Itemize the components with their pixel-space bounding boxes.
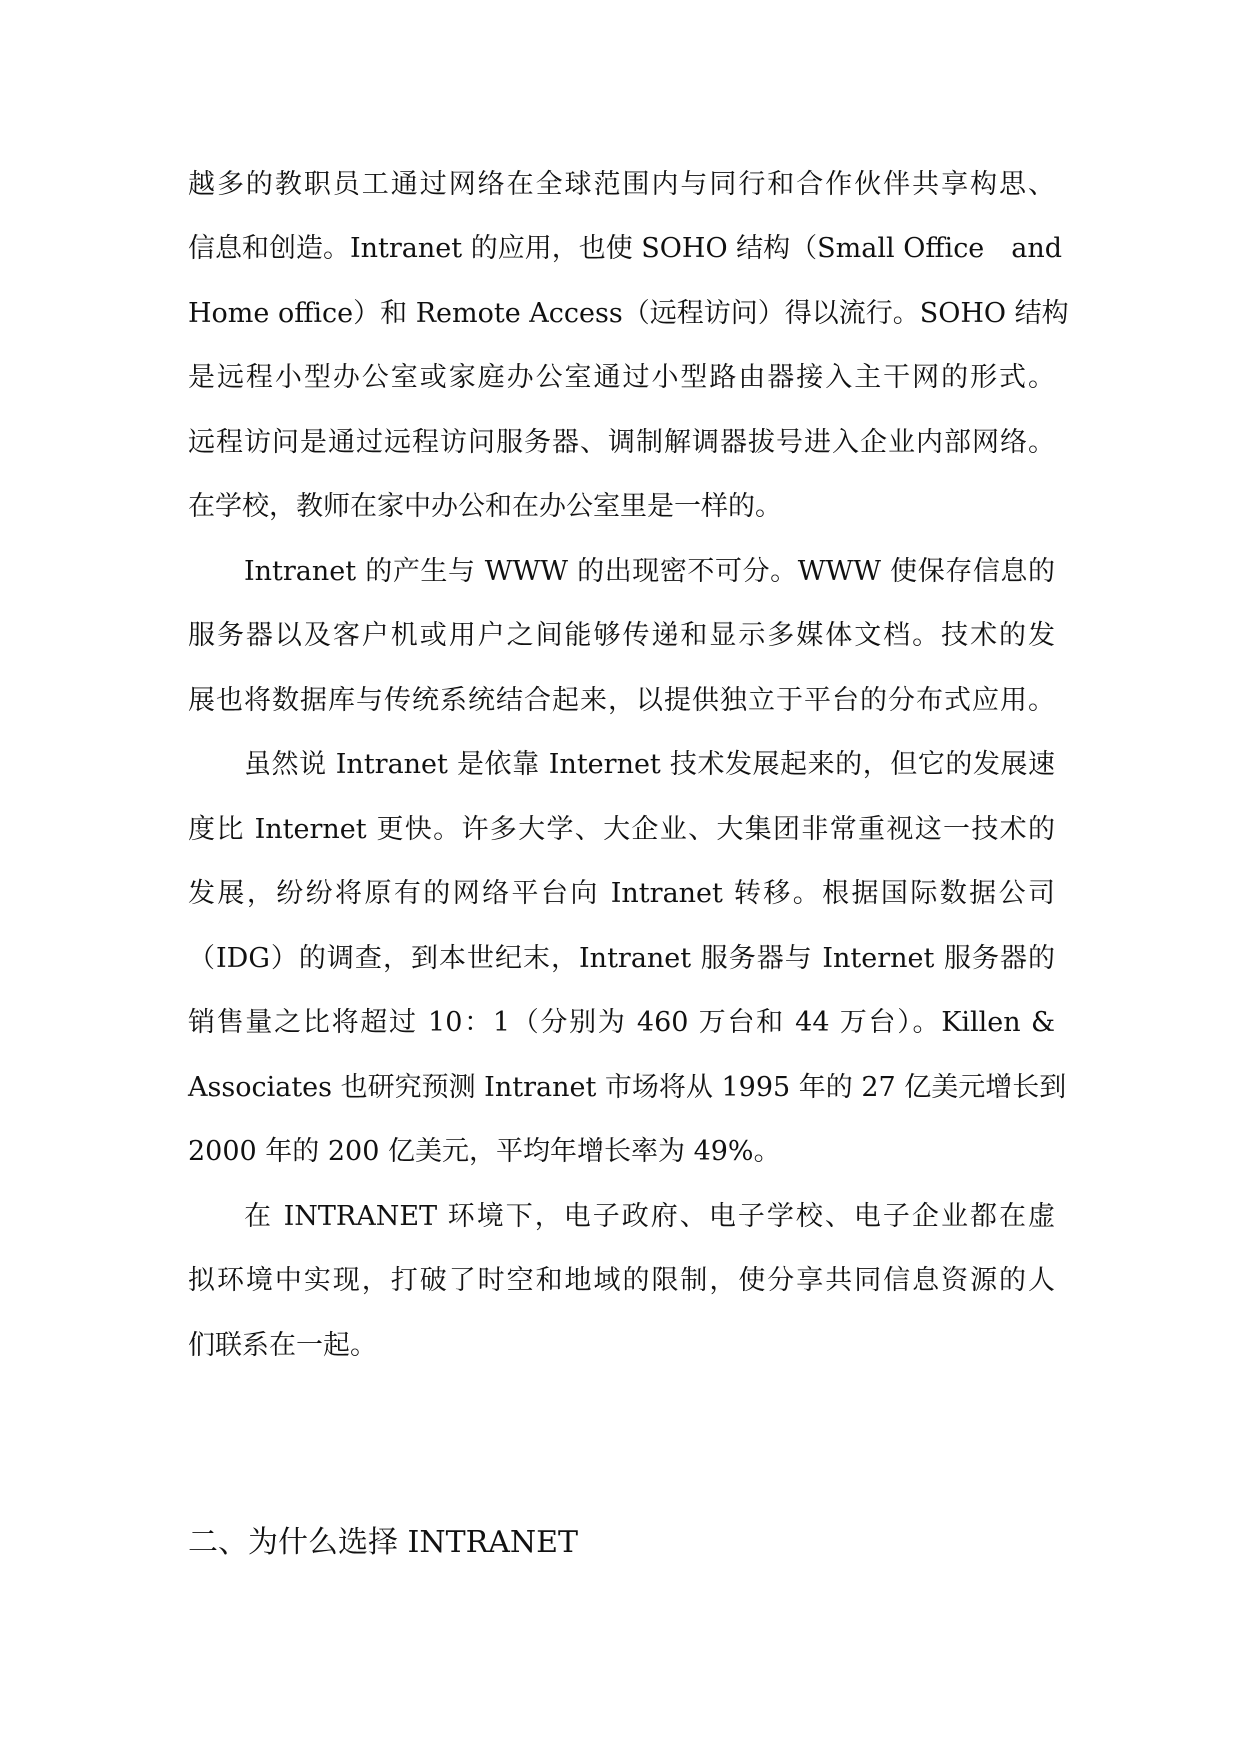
paragraph-3-line-5: 销售量之比将超过 10：1（分别为 460 万台和 44 万台）。Killen &	[188, 1007, 1055, 1038]
paragraph-4-line-2: 拟环境中实现，打破了时空和地域的限制，使分享共同信息资源的人	[188, 1265, 1055, 1296]
paragraph-3-line-6: Associates 也研究预测 Intranet 市场将从 1995 年的 27 亿美元增长到	[188, 1072, 1067, 1103]
paragraph-2-line-1: Intranet 的产生与 WWW 的出现密不可分。WWW 使保存信息的	[244, 556, 1055, 587]
paragraph-1-line-3: Home office）和 Remote Access（远程访问）得以流行。SOHO 结构	[188, 298, 1069, 329]
paragraph-3-line-7: 2000 年的 200 亿美元，平均年增长率为 49%。	[188, 1136, 781, 1167]
paragraph-3-line-4: （IDG）的调查，到本世纪末，Intranet 服务器与 Internet 服务器的	[188, 943, 1055, 974]
paragraph-4-line-1: 在 INTRANET 环境下，电子政府、电子学校、电子企业都在虚	[244, 1201, 1055, 1232]
paragraph-1-line-5: 远程访问是通过远程访问服务器、调制解调器拔号进入企业内部网络。	[188, 427, 1055, 458]
paragraph-2-line-3: 展也将数据库与传统系统结合起来，以提供独立于平台的分布式应用。	[188, 685, 1055, 716]
paragraph-3-line-2: 度比 Internet 更快。许多大学、大企业、大集团非常重视这一技术的	[188, 814, 1055, 845]
paragraph-1-line-2: 信息和创造。Intranet 的应用，也使 SOHO 结构（Small Office and	[188, 233, 1063, 264]
paragraph-3-line-3: 发展，纷纷将原有的网络平台向 Intranet 转移。根据国际数据公司	[188, 878, 1055, 909]
paragraph-1-line-1: 越多的教职员工通过网络在全球范围内与同行和合作伙伴共享构思、	[188, 169, 1055, 200]
section-heading: 二、为什么选择 INTRANET	[188, 1525, 579, 1560]
paragraph-2-line-2: 服务器以及客户机或用户之间能够传递和显示多媒体文档。技术的发	[188, 620, 1055, 651]
paragraph-1-line-6: 在学校，教师在家中办公和在办公室里是一样的。	[188, 491, 782, 522]
paragraph-3-line-1: 虽然说 Intranet 是依靠 Internet 技术发展起来的，但它的发展速	[244, 749, 1055, 780]
paragraph-1-line-4: 是远程小型办公室或家庭办公室通过小型路由器接入主干网的形式。	[188, 362, 1055, 393]
paragraph-4-line-3: 们联系在一起。	[188, 1330, 377, 1361]
